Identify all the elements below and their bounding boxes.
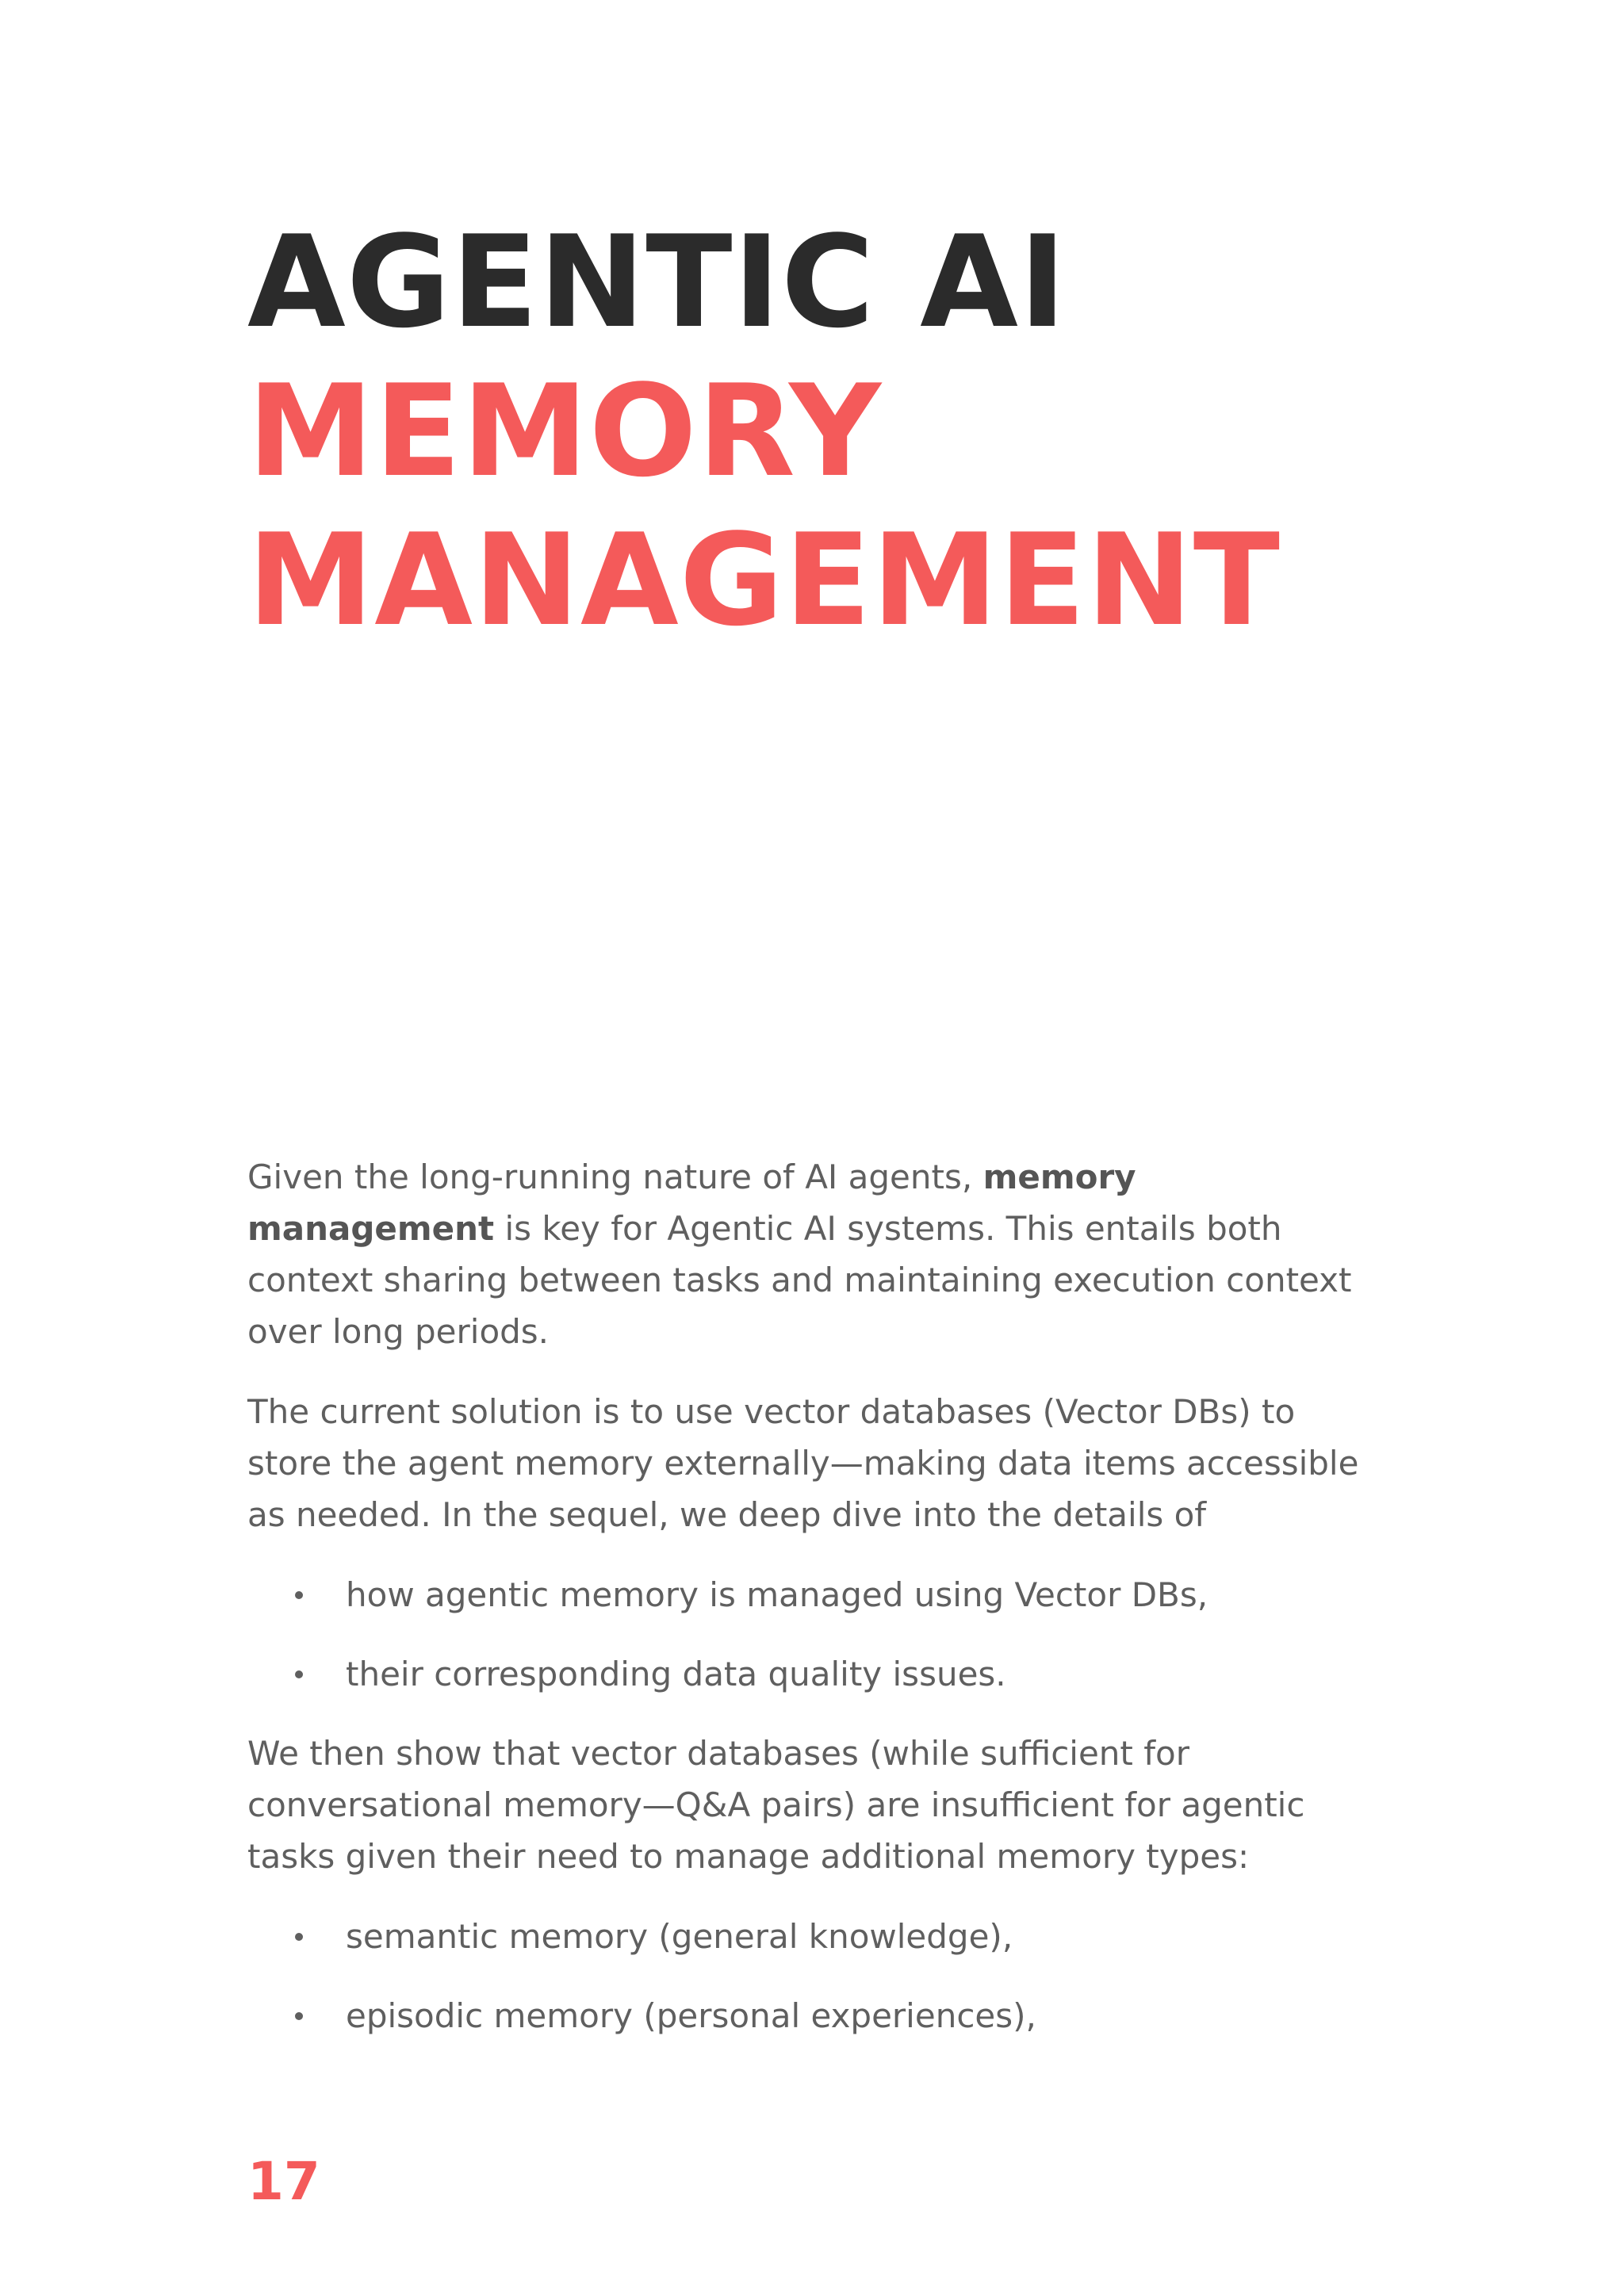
title-line-management: MANAGEMENT <box>247 506 1281 654</box>
list-item-text: semantic memory (general knowledge), <box>346 1917 1013 1956</box>
list-item <box>247 1648 1373 1700</box>
page-number: 17 <box>247 2151 320 2212</box>
title-line-memory: MEMORY <box>247 357 883 505</box>
memory-types-list <box>247 1911 1373 2042</box>
title-line-agentic-ai: AGENTIC AI <box>247 208 1067 356</box>
list-item-text: episodic memory (personal experiences), <box>346 1996 1036 2035</box>
paragraph-intro-bold: memory management <box>247 1158 1136 1248</box>
details-list <box>247 1569 1373 1700</box>
bullet-icon <box>295 1933 303 1941</box>
paragraph-intro <box>247 1151 1373 1357</box>
page-title <box>247 208 1281 655</box>
body-text <box>247 1151 1373 2069</box>
list-item <box>247 1990 1373 2042</box>
paragraph-intro-start: Given the long-running nature of AI agents, <box>247 1158 983 1196</box>
list-item <box>247 1911 1373 1962</box>
paragraph-intro-end: is key for Agentic AI systems. This entails both context sharing between tasks and maintaining execution context over long periods. <box>247 1209 1352 1351</box>
bullet-icon <box>295 1670 303 1678</box>
paragraph-insufficient: We then show that vector databases (while sufficient for conversational memory—Q&A pairs) are insufficient for agentic tasks given their need to manage additional memory types: <box>247 1734 1305 1876</box>
paragraph-current-solution: The current solution is to use vector databases (Vector DBs) to store the agent memory externally—making data items accessible as needed. In the sequel, we deep dive into the details of <box>247 1392 1359 1534</box>
bullet-icon <box>295 2012 303 2020</box>
list-item <box>247 1569 1373 1621</box>
list-item-text: how agentic memory is managed using Vector DBs, <box>346 1575 1208 1614</box>
bullet-icon <box>295 1591 303 1599</box>
list-item-text: their corresponding data quality issues. <box>346 1655 1006 1693</box>
